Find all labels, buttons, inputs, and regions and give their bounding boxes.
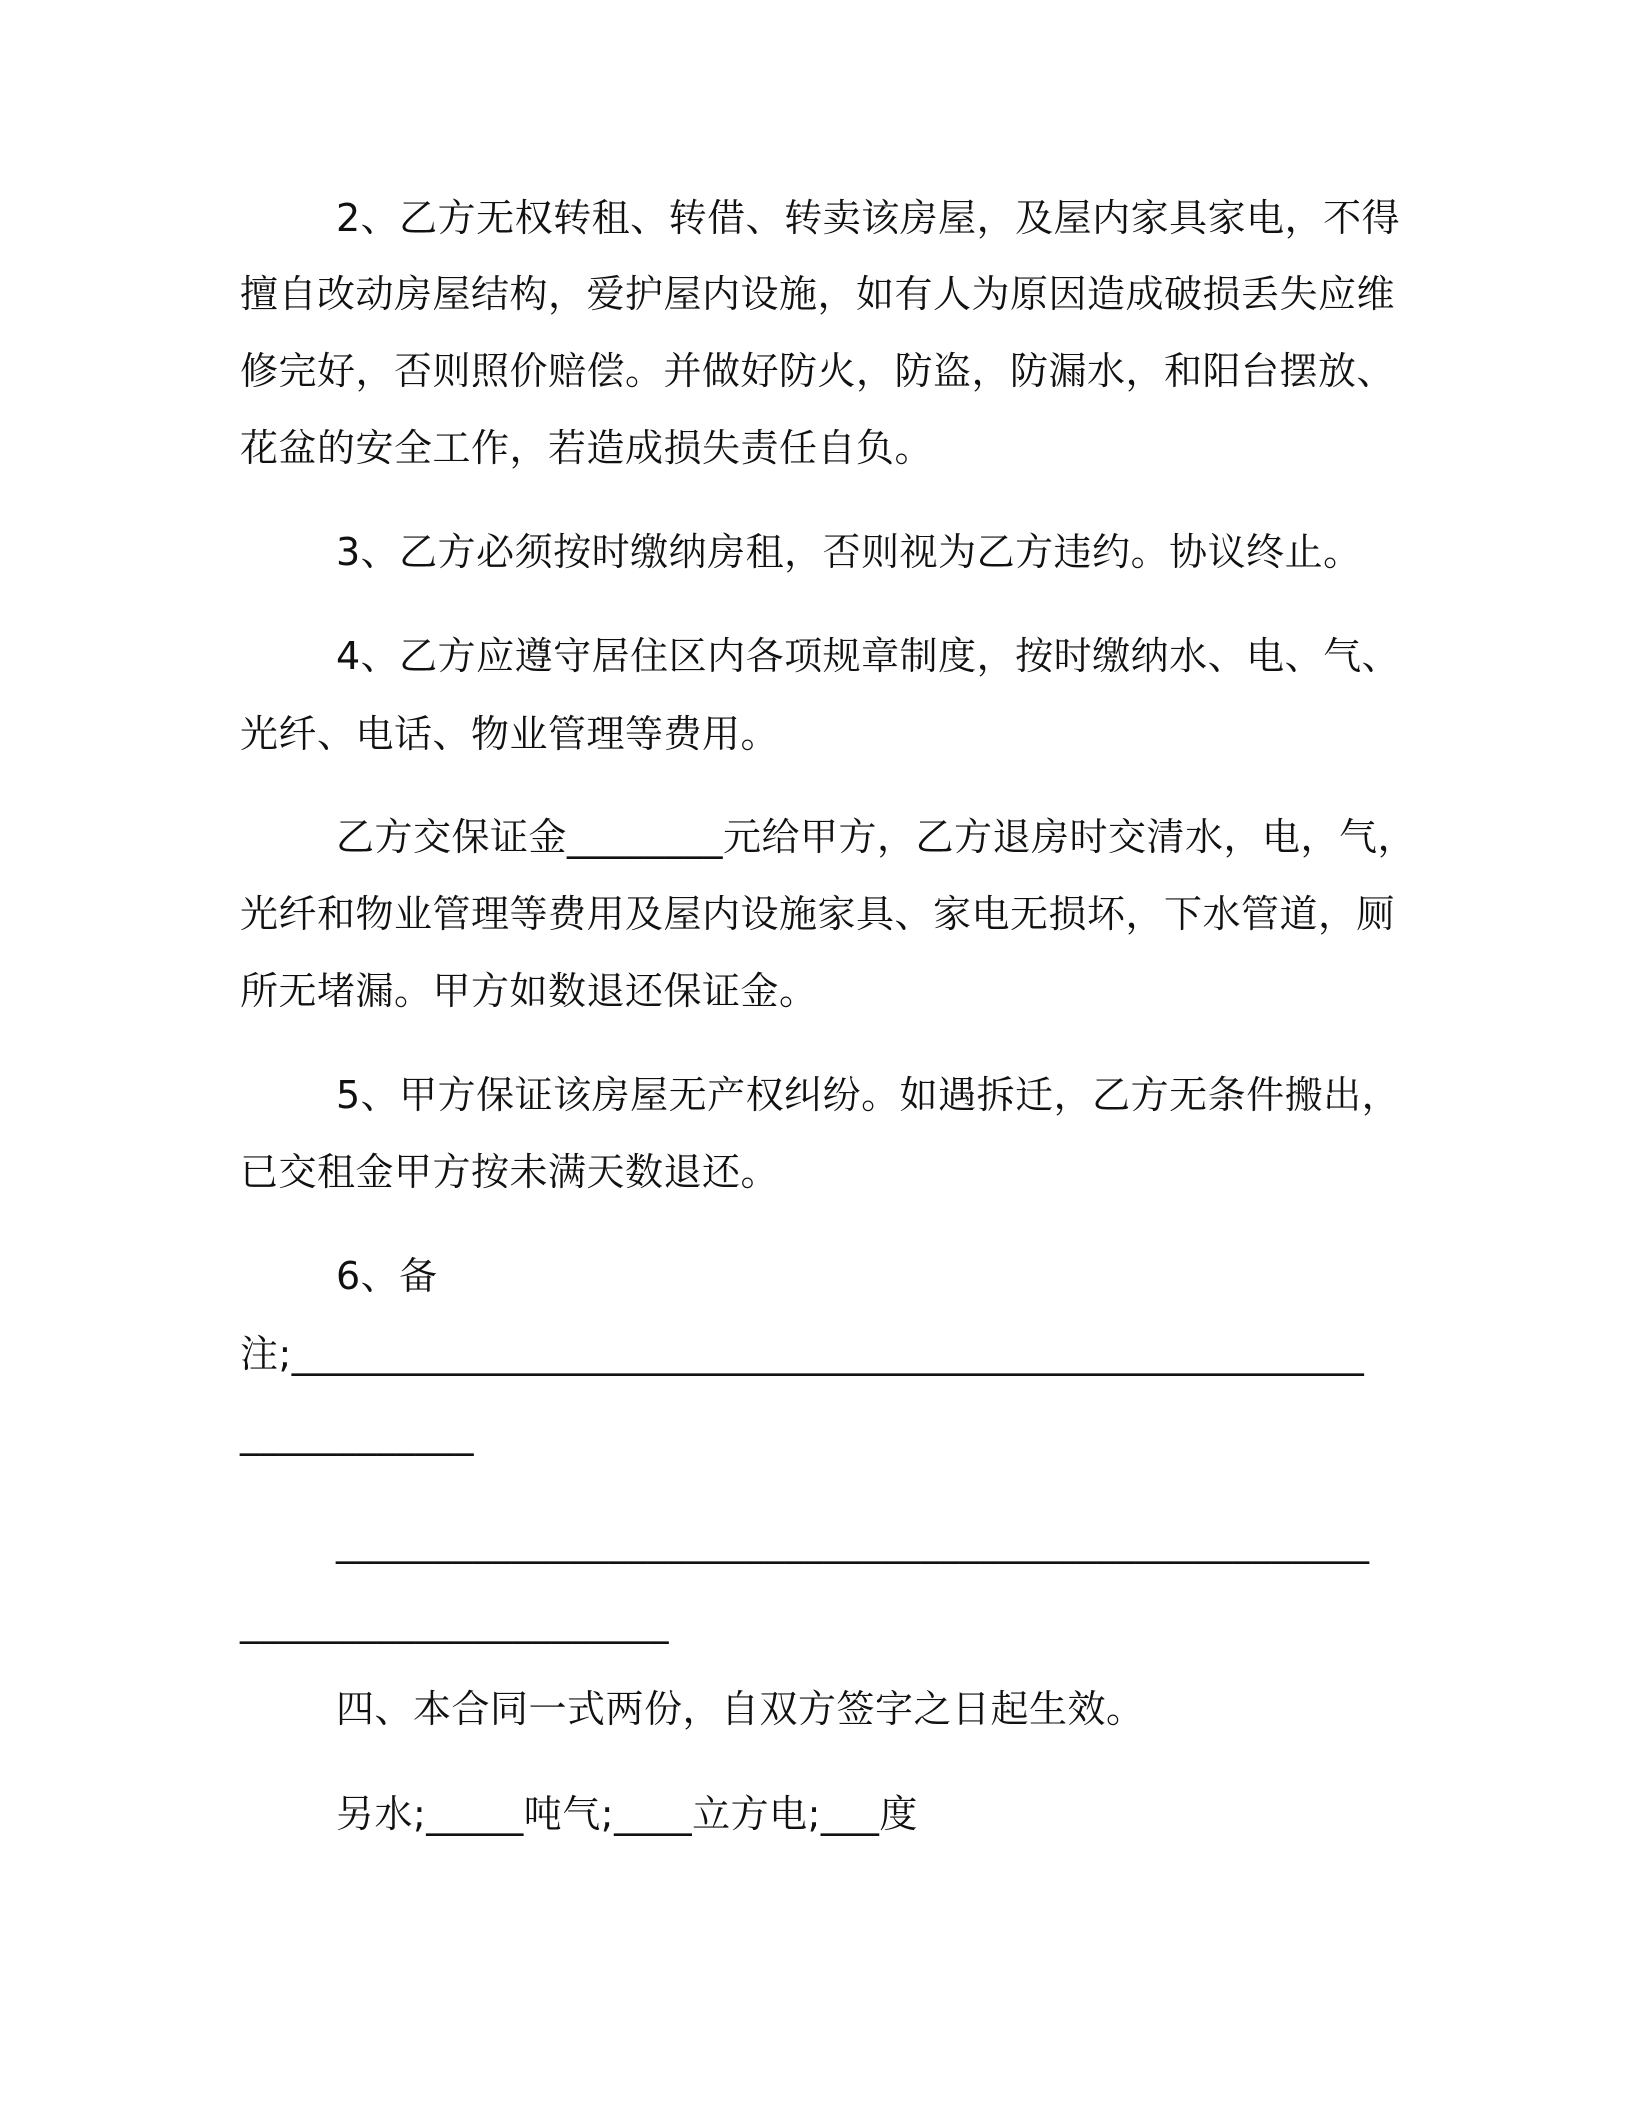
clause-4-line-2: 光纤、电话、物业管理等费用。 <box>240 712 780 756</box>
clause-2-line-4: 花盆的安全工作，若造成损失责任自负。 <box>240 426 934 470</box>
clause-6-remarks-line: 注;_______________________________________________________ <box>240 1332 1365 1376</box>
blank-line-1: _____________________________________________________ <box>336 1520 1370 1564</box>
clause-3-line-1: 3、乙方必须按时缴纳房租，否则视为乙方违约。协议终止。 <box>336 530 1362 574</box>
clause-5-line-2: 已交租金甲方按未满天数退还。 <box>240 1150 780 1194</box>
clause-2-line-3: 修完好，否则照价赔偿。并做好防火，防盗，防漏水，和阳台摆放、 <box>240 349 1396 393</box>
deposit-line-3: 所无堵漏。甲方如数退还保证金。 <box>240 969 818 1013</box>
meter-readings-line: 另水;_____吨气;____立方电;___度 <box>336 1792 918 1836</box>
clause-2-line-2: 擅自改动房屋结构，爱护屋内设施，如有人为原因造成破损丢失应维 <box>240 272 1396 316</box>
blank-line-2: ______________________ <box>240 1600 669 1644</box>
deposit-line-1: 乙方交保证金________元给甲方，乙方退房时交清水，电，气， <box>336 815 1417 859</box>
clause-2-line-1: 2、乙方无权转租、转借、转卖该房屋，及屋内家具家电，不得 <box>336 196 1401 240</box>
clause-5-line-1: 5、甲方保证该房屋无产权纠纷。如遇拆迁，乙方无条件搬出， <box>336 1073 1401 1117</box>
clause-6-remarks-continuation: ____________ <box>240 1412 474 1456</box>
clause-4-line-1: 4、乙方应遵守居住区内各项规章制度，按时缴纳水、电、气、 <box>336 634 1401 678</box>
clause-6-heading: 6、备 <box>336 1254 438 1298</box>
section-4-line: 四、本合同一式两份，自双方签字之日起生效。 <box>336 1687 1145 1731</box>
deposit-line-2: 光纤和物业管理等费用及屋内设施家具、家电无损坏，下水管道，厕 <box>240 892 1396 936</box>
